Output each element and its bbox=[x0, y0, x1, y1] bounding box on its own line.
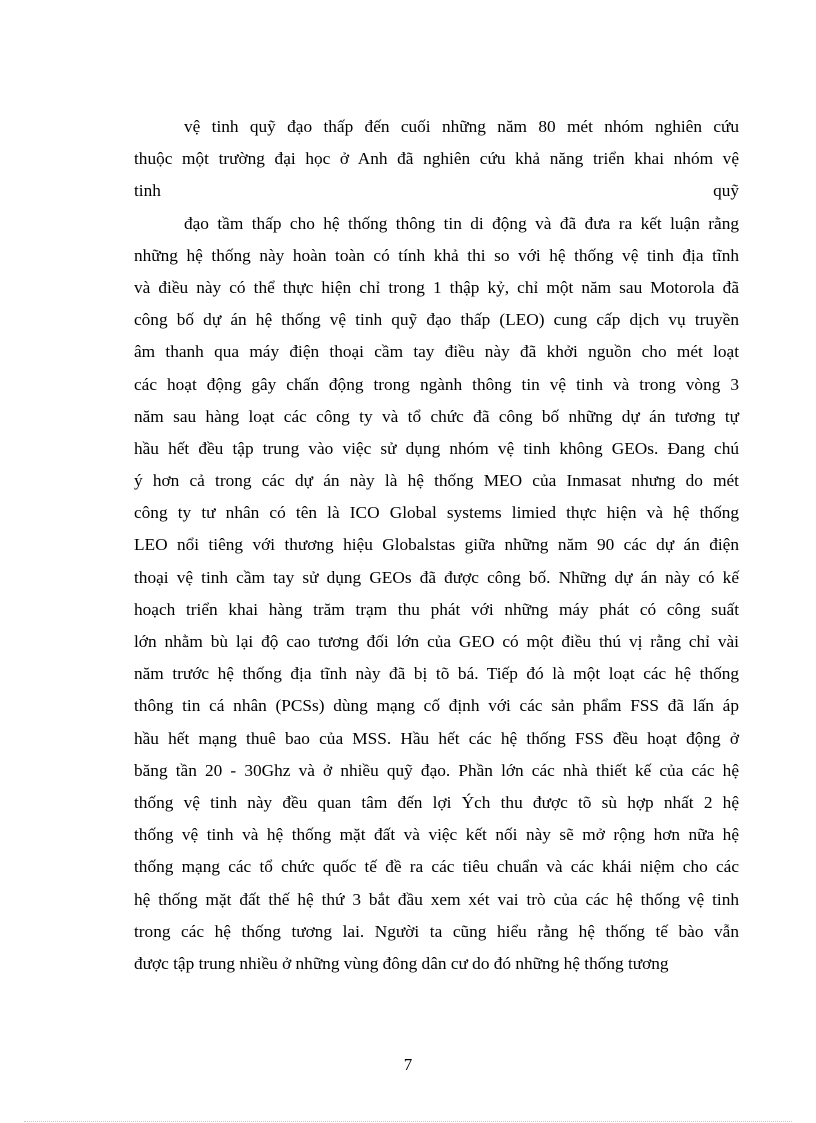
text-line: thuộc một trường đại học ở Anh đã nghiên cứu khả năng triển khai nhóm vệ bbox=[134, 149, 739, 169]
text-line: băng tần 20 - 30Ghz và ở nhiều quỹ đạo. Phần lớn các nhà thiết kế của các hệ bbox=[134, 760, 739, 780]
text-line: thoại vệ tinh cầm tay sử dụng GEOs đã được công bố. Những dự án này có kế bbox=[134, 567, 739, 587]
text-line: hầu hết mạng thuê bao của MSS. Hầu hết các hệ thống FSS đều hoạt động ở bbox=[134, 728, 739, 748]
text-line: LEO nổi tiêng với thương hiệu Globalstas giữa những năm 90 các dự án điện bbox=[134, 535, 739, 555]
page-number: 7 bbox=[403, 1055, 413, 1074]
text-line: thống mạng các tổ chức quốc tế đề ra các tiêu chuẩn và các khái niệm cho các bbox=[134, 857, 739, 877]
page-bottom-divider bbox=[24, 1121, 792, 1122]
text-line: thông tin cá nhân (PCSs) dùng mạng cố định với các sản phẩm FSS đã lấn áp bbox=[134, 696, 739, 716]
text-line: hầu hết đều tập trung vào việc sử dụng nhóm vệ tinh không GEOs. Đang chú bbox=[134, 438, 739, 458]
text-line: được tập trung nhiều ở những vùng đông dân cư do đó những hệ thống tương bbox=[134, 953, 669, 973]
text-line: năm sau hàng loạt các công ty và tổ chức đã công bố những dự án tương tự bbox=[134, 406, 739, 426]
text-line: âm thanh qua máy điện thoại cầm tay điều này đã khởi nguồn cho mét loạt bbox=[134, 342, 739, 362]
text-line: công bố dự án hệ thống vệ tinh quỹ đạo thấp (LEO) cung cấp dịch vụ truyền bbox=[134, 310, 739, 330]
text-line: vệ tinh quỹ đạo thấp đến cuối những năm 80 mét nhóm nghiên cứu bbox=[184, 117, 739, 136]
body-text bbox=[134, 111, 739, 980]
text-line: các hoạt động gây chấn động trong ngành thông tin vệ tinh và trong vòng 3 bbox=[134, 374, 739, 394]
text-line: ý hơn cả trong các dự án này là hệ thống MEO của Inmasat nhưng do mét bbox=[134, 471, 739, 491]
text-line: hoạch triển khai hàng trăm trạm thu phát với những máy phát có công suất bbox=[134, 599, 739, 619]
text-line: lớn nhằm bù lại độ cao tương đối lớn của GEO có một điều thú vị rằng chỉ vài bbox=[134, 632, 739, 651]
text-line: năm trước hệ thống địa tĩnh này đã bị tõ bá. Tiếp đó là một loạt các hệ thống bbox=[134, 664, 739, 684]
text-line: tinh quỹ bbox=[134, 181, 739, 201]
text-line: đạo tầm thấp cho hệ thống thông tin di động và đã đưa ra kết luận rằng bbox=[184, 213, 739, 233]
text-line: công ty tư nhân có tên là ICO Global systems limied thực hiện và hệ thống bbox=[134, 503, 739, 523]
text-line: những hệ thống này hoàn toàn có tính khả thi so với hệ thống vệ tinh địa tĩnh bbox=[134, 245, 739, 265]
text-line: thống vệ tinh này đều quan tâm đến lợi Ých thu được tõ sù hợp nhất 2 hệ bbox=[134, 792, 739, 812]
text-line: trong các hệ thống tương lai. Người ta cũng hiểu rằng hệ thống tế bào vẫn bbox=[134, 921, 739, 941]
text-line: hệ thống mặt đất thế hệ thứ 3 bắt đầu xem xét vai trò của các hệ thống vệ tinh bbox=[134, 889, 739, 909]
text-line: thống vệ tinh và hệ thống mặt đất và việc kết nối này sẽ mở rộng hơn nữa hệ bbox=[134, 825, 739, 845]
text-line: và điều này có thể thực hiện chỉ trong 1 thập kỷ, chỉ một năm sau Motorola đã bbox=[134, 277, 739, 297]
